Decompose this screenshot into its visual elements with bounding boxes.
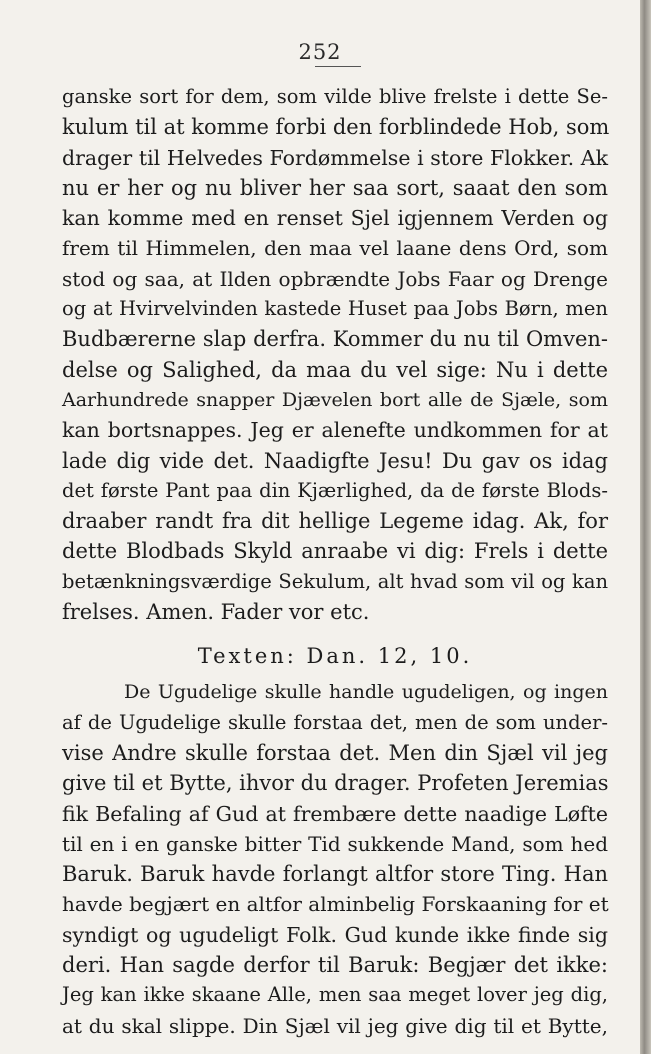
text-line: frelses. Amen. Fader vor etc. (62, 600, 370, 625)
text-line: delse og Salighed, da maa du vel sige: Nu i dette (62, 357, 608, 382)
text-line: Aarhundrede snapper Djævelen bort alle de Sjæle, som (62, 388, 608, 411)
text-line: havde begjært en altfor alminbelig Forskaaning for et (62, 892, 609, 917)
text-line: Baruk. Baruk havde forlangt altfor store Ting. Han (62, 862, 608, 887)
text-line: Budbærerne slap derfra. Kommer du nu til Omven- (62, 327, 608, 352)
text-line: give til et Bytte, ihvor du drager. Profeten Jeremias (62, 771, 609, 796)
text-line: kan komme med en renset Sjel igjennem Verden og (62, 206, 608, 231)
text-line: dette Blodbads Skyld anraabe vi dig: Frels i dette (62, 539, 608, 564)
text-line: stod og saa, at Ilden opbrændte Jobs Faar og Drenge (62, 266, 608, 291)
text-line: betænkningsværdige Sekulum, alt hvad som vil og kan (62, 569, 608, 593)
text-line: Jeg kan ikke skaane Alle, men saa meget lover jeg dig, (62, 983, 608, 1007)
text-line: vise Andre skulle forstaa det. Men din Sjæl vil jeg (62, 740, 608, 765)
text-line: syndigt og ugudeligt Folk. Gud kunde ikke finde sig (62, 922, 608, 947)
text-line: lade dig vide det. Naadigfte Jesu! Du gav os idag (62, 448, 608, 473)
text-line: draaber randt fra dit hellige Legeme idag. Ak, for (62, 509, 608, 534)
text-heading: Texten: Dan. 12, 10. (197, 644, 473, 669)
text-line: deri. Han sagde derfor til Baruk: Begjær det ikke: (62, 953, 608, 978)
page-number-underline (315, 66, 361, 67)
text-line: af de Ugudelige skulle forstaa det, men de som under- (62, 710, 608, 734)
text-line: De Ugudelige skulle handle ugudeligen, og ingen (124, 681, 608, 704)
text-line: nu er her og nu bliver her saa sort, saaat den som (62, 175, 608, 200)
page-number: 252 (298, 40, 342, 64)
text-line: det første Pant paa din Kjærlighed, da de første Blods- (62, 478, 608, 502)
text-line: drager til Helvedes Fordømmelse i store Flokker. Ak (62, 145, 608, 170)
text-line: ganske sort for dem, som vilde blive frelste i dette Se- (62, 85, 608, 108)
text-line: og at Hvirvelvinden kastede Huset paa Jobs Børn, men (62, 297, 608, 321)
text-line: kulum til at komme forbi den forblindede Hob, som (62, 115, 610, 140)
page-edge (640, 0, 651, 1054)
text-line: kan bortsnappes. Jeg er alenefte undkommen for at (62, 418, 608, 443)
text-line: til en i en ganske bitter Tid sukkende Mand, som hed (62, 831, 608, 856)
text-line: frem til Himmelen, den maa vel laane dens Ord, som (62, 236, 608, 261)
text-line: fik Befaling af Gud at frembære dette naadige Løfte (62, 801, 608, 826)
page-body (62, 82, 608, 1041)
text-line: at du skal slippe. Din Sjæl vil jeg give dig til et Bytte, (62, 1013, 608, 1038)
